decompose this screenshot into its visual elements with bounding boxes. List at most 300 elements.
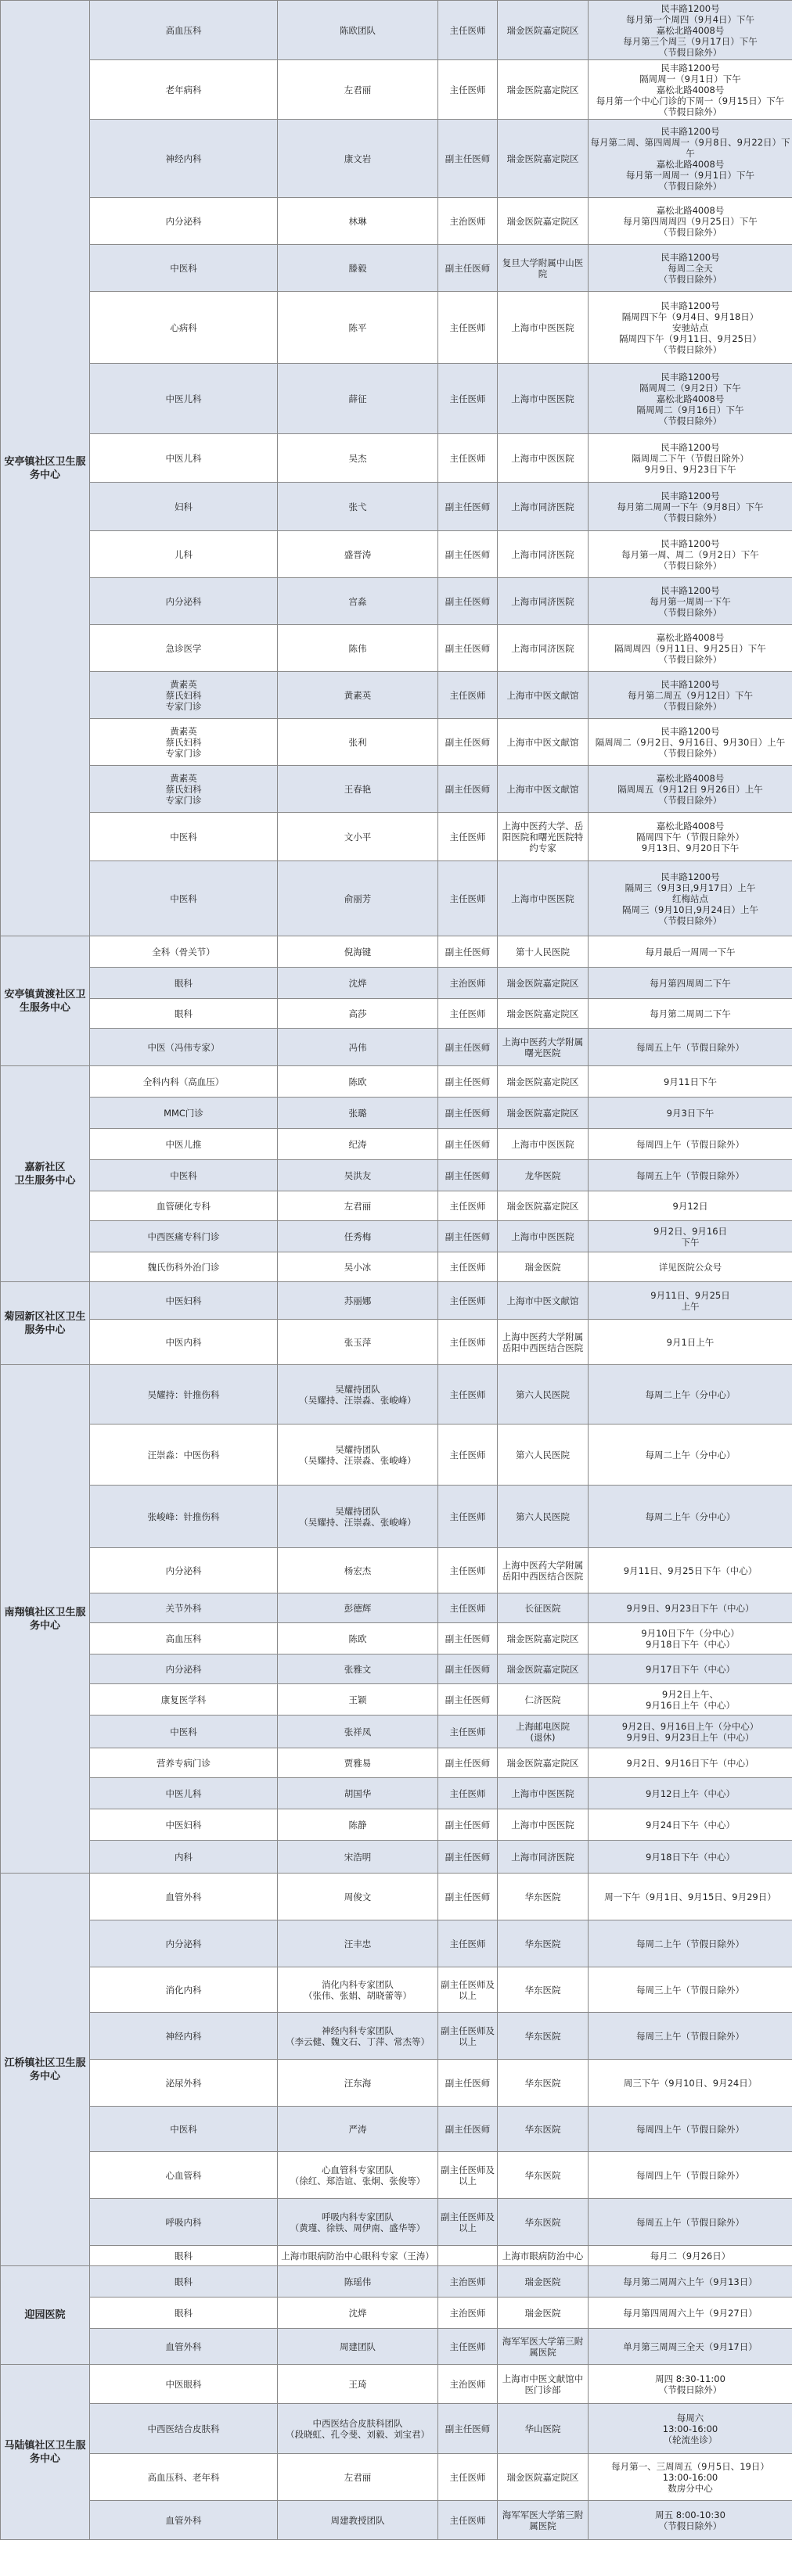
department-cell: 中医妇科 (90, 1282, 278, 1320)
hospital-cell: 瑞金医院嘉定院区 (498, 2454, 589, 2501)
doctor-cell: 神经内科专家团队 （李云健、魏文石、丁萍、常杰等） (278, 2013, 438, 2060)
department-cell: 汪崇淼：中医伤科 (90, 1425, 278, 1486)
hospital-cell: 华东医院 (498, 2107, 589, 2152)
table-row (1, 1252, 792, 1282)
department-cell: 黄素英 蔡氏妇科 专家门诊 (90, 672, 278, 719)
doctor-cell: 吴耀持团队 （吴耀持、汪崇淼、张峻峰） (278, 1365, 438, 1425)
schedule-cell: 9月18日下午（中心） (589, 1841, 792, 1874)
title-cell: 副主任医师 (438, 1221, 498, 1252)
hospital-cell: 上海市中医文献馆 (498, 719, 589, 766)
table-row (1, 2298, 792, 2329)
department-cell: 内科 (90, 1841, 278, 1874)
department-cell: 血管外科 (90, 1874, 278, 1920)
department-cell: 心病科 (90, 292, 278, 364)
department-cell: 神经内科 (90, 2013, 278, 2060)
title-cell: 副主任医师 (438, 1654, 498, 1684)
department-cell: 内分泌科 (90, 578, 278, 625)
hospital-cell: 上海市中医医院 (498, 434, 589, 483)
title-cell: 主任医师 (438, 292, 498, 364)
institution-name: 嘉新社区 卫生服务中心 (1, 1066, 90, 1282)
title-cell: 主治医师 (438, 2266, 498, 2298)
table-row (1, 1486, 792, 1548)
table-row (1, 1654, 792, 1684)
hospital-cell: 上海市中医医院 (498, 1809, 589, 1841)
schedule-cell: 周三下午（9月10日、9月24日） (589, 2060, 792, 2107)
doctor-cell: 冯伟 (278, 1029, 438, 1066)
table-row (1, 968, 792, 999)
title-cell: 副主任医师 (438, 245, 498, 292)
doctor-cell: 沈烨 (278, 968, 438, 999)
table-row (1, 1593, 792, 1623)
doctor-cell: 吴耀持团队 （吴耀持、汪崇淼、张峻峰） (278, 1425, 438, 1486)
schedule-cell: 每周四上午（节假日除外） (589, 1129, 792, 1160)
table-row (1, 1716, 792, 1748)
department-cell: 中医眼科 (90, 2365, 278, 2404)
department-cell: 血管外科 (90, 2329, 278, 2365)
schedule-cell: 9月2日、9月16日 下午 (589, 1221, 792, 1252)
title-cell: 副主任医师 (438, 2107, 498, 2152)
hospital-cell: 上海邮电医院 (退休) (498, 1716, 589, 1748)
title-cell: 副主任医师 (438, 1160, 498, 1191)
schedule-cell: 每周二上午（节假日除外） (589, 1920, 792, 1967)
department-cell: 关节外科 (90, 1593, 278, 1623)
department-cell: 妇科 (90, 483, 278, 531)
department-cell: 急诊医学 (90, 625, 278, 672)
title-cell: 主任医师 (438, 1425, 498, 1486)
table-row (1, 719, 792, 766)
schedule-cell: 每周五上午（节假日除外） (589, 1160, 792, 1191)
schedule-cell: 9月2日、9月16日下午（中心） (589, 1748, 792, 1778)
table-row (1, 1191, 792, 1221)
hospital-cell: 上海市眼病防治中心 (498, 2246, 589, 2266)
schedule-cell: 嘉松北路4008号 隔周周五（9月12日 9月26日）上午 （节假日除外） (589, 766, 792, 813)
schedule-cell: 民丰路1200号 隔周三（9月3日,9月17日）上午 红梅站点 隔周三（9月10日,9月24日）上午 （节假日除外） (589, 861, 792, 936)
doctor-cell: 汪东海 (278, 2060, 438, 2107)
doctor-cell: 宋浩明 (278, 1841, 438, 1874)
department-cell: 中医科 (90, 245, 278, 292)
schedule-cell: 9月3日下午 (589, 1098, 792, 1129)
schedule-cell: 每月第二周周六上午（9月13日） (589, 2266, 792, 2298)
schedule-cell: 9月11日下午 (589, 1066, 792, 1098)
table-row (1, 292, 792, 364)
title-cell: 主治医师 (438, 198, 498, 245)
hospital-cell: 龙华医院 (498, 1160, 589, 1191)
department-cell: 中医科 (90, 1716, 278, 1748)
hospital-cell: 上海市中医文献馆 (498, 1282, 589, 1320)
title-cell: 主任医师 (438, 2454, 498, 2501)
title-cell: 副主任医师 (438, 1098, 498, 1129)
department-cell: 高血压科、老年科 (90, 2454, 278, 2501)
hospital-cell: 瑞金医院嘉定院区 (498, 968, 589, 999)
table-row (1, 1221, 792, 1252)
hospital-cell: 上海市中医医院 (498, 292, 589, 364)
title-cell: 副主任医师 (438, 1029, 498, 1066)
table-row (1, 2454, 792, 2501)
doctor-cell: 左君丽 (278, 1191, 438, 1221)
hospital-cell: 上海市中医医院 (498, 1129, 589, 1160)
title-cell: 主任医师 (438, 1365, 498, 1425)
schedule-cell: 每周四上午（节假日除外） (589, 2107, 792, 2152)
table-row (1, 813, 792, 861)
schedule-cell: 每月二（9月26日） (589, 2246, 792, 2266)
hospital-cell: 上海市中医文献馆中医门诊部 (498, 2365, 589, 2404)
table-row (1, 2199, 792, 2246)
doctor-cell: 陈瑶伟 (278, 2266, 438, 2298)
schedule-cell: 每周二上午（分中心） (589, 1425, 792, 1486)
doctor-cell: 周建团队 (278, 2329, 438, 2365)
hospital-cell: 上海市中医医院 (498, 1221, 589, 1252)
hospital-cell: 上海中医药大学附属岳阳中西医结合医院 (498, 1320, 589, 1365)
doctor-cell: 康文岩 (278, 120, 438, 198)
schedule-cell: 民丰路1200号 隔周周二（9月2日）下午 嘉松北路4008号 隔周周二（9月16日）下午 （节假日除外） (589, 364, 792, 434)
table-row (1, 364, 792, 434)
schedule-cell: 周四 8:30-11:00 （节假日除外） (589, 2365, 792, 2404)
hospital-cell: 上海市同济医院 (498, 578, 589, 625)
title-cell: 主任医师 (438, 999, 498, 1029)
schedule-cell: 9月1日上午 (589, 1320, 792, 1365)
table-row (1, 1548, 792, 1593)
department-cell: 张峻峰：针推伤科 (90, 1486, 278, 1548)
schedule-cell: 民丰路1200号 隔周四下午（9月4日、9月18日） 安驰站点 隔周四下午（9月11日、9月25日） （节假日除外） (589, 292, 792, 364)
schedule-cell: 民丰路1200号 每月第一个周四（9月4日）下午 嘉松北路4008号 每月第三个周三（9月17日）下午 （节假日除外） (589, 1, 792, 60)
department-cell: 中西医结合皮肤科 (90, 2404, 278, 2454)
doctor-cell: 张璐 (278, 1098, 438, 1129)
department-cell: 中医科 (90, 813, 278, 861)
title-cell: 副主任医师 (438, 120, 498, 198)
doctor-cell: 盛晋涛 (278, 531, 438, 578)
title-cell: 副主任医师 (438, 2404, 498, 2454)
department-cell: 中医妇科 (90, 1809, 278, 1841)
department-cell: 血管外科 (90, 2501, 278, 2540)
doctor-cell: 纪涛 (278, 1129, 438, 1160)
hospital-cell: 华山医院 (498, 2404, 589, 2454)
title-cell: 主任医师 (438, 2501, 498, 2540)
hospital-cell: 上海市同济医院 (498, 625, 589, 672)
hospital-cell: 华东医院 (498, 1874, 589, 1920)
table-row (1, 1129, 792, 1160)
table-row (1, 936, 792, 968)
doctor-cell: 胡国华 (278, 1778, 438, 1809)
doctor-cell: 高莎 (278, 999, 438, 1029)
title-cell: 主任医师 (438, 1593, 498, 1623)
department-cell: 儿科 (90, 531, 278, 578)
table-row (1, 672, 792, 719)
table-row (1, 1841, 792, 1874)
title-cell: 主任医师 (438, 1778, 498, 1809)
doctor-cell: 中西医结合皮肤科团队 （段晓虹、孔令斐、刘毅、刘宝君） (278, 2404, 438, 2454)
doctor-cell: 俞丽芳 (278, 861, 438, 936)
hospital-cell: 瑞金医院嘉定院区 (498, 1748, 589, 1778)
title-cell: 主任医师 (438, 1548, 498, 1593)
department-cell: 全科内科（高血压） (90, 1066, 278, 1098)
hospital-cell: 瑞金医院嘉定院区 (498, 1, 589, 60)
title-cell: 副主任医师 (438, 1684, 498, 1716)
schedule-cell: 每周六 13:00-16:00 （轮流坐诊） (589, 2404, 792, 2454)
doctor-cell: 吴耀持团队 （吴耀持、汪崇淼、张峻峰） (278, 1486, 438, 1548)
title-cell: 主任医师 (438, 1282, 498, 1320)
table-row (1, 1778, 792, 1809)
schedule-cell: 9月12日上午（中心） (589, 1778, 792, 1809)
table-row (1, 1066, 792, 1098)
hospital-cell: 上海市中医医院 (498, 1778, 589, 1809)
table-row (1, 2060, 792, 2107)
table-row (1, 1684, 792, 1716)
table-row (1, 2501, 792, 2540)
title-cell: 主任医师 (438, 672, 498, 719)
schedule-cell: 每月第四周周六上午（9月27日） (589, 2298, 792, 2329)
schedule-cell: 9月24日下午（中心） (589, 1809, 792, 1841)
department-cell: 中医内科 (90, 1320, 278, 1365)
table-row (1, 1967, 792, 2013)
hospital-cell: 第六人民医院 (498, 1425, 589, 1486)
doctor-cell: 陈平 (278, 292, 438, 364)
department-cell: 中医科 (90, 861, 278, 936)
title-cell: 副主任医师 (438, 1841, 498, 1874)
hospital-cell: 复旦大学附属中山医院 (498, 245, 589, 292)
hospital-cell: 上海中医药大学附属岳阳中西医结合医院 (498, 1548, 589, 1593)
department-cell: 中医科 (90, 2107, 278, 2152)
doctor-cell: 吴洪友 (278, 1160, 438, 1191)
hospital-cell: 瑞金医院嘉定院区 (498, 1066, 589, 1098)
schedule-cell: 每月第四周周二下午 (589, 968, 792, 999)
title-cell: 主任医师 (438, 1191, 498, 1221)
hospital-cell: 第十人民医院 (498, 936, 589, 968)
department-cell: 全科（骨关节） (90, 936, 278, 968)
department-cell: 内分泌科 (90, 198, 278, 245)
title-cell: 副主任医师 (438, 1623, 498, 1654)
hospital-cell: 华东医院 (498, 1920, 589, 1967)
doctor-cell: 消化内科专家团队 （张伟、张娟、胡晓蕾等） (278, 1967, 438, 2013)
department-cell: 中医（冯伟专家） (90, 1029, 278, 1066)
title-cell: 主任医师 (438, 1252, 498, 1282)
doctor-cell: 陈欧 (278, 1623, 438, 1654)
title-cell: 副主任医师及以上 (438, 2152, 498, 2199)
doctor-cell: 杨宏杰 (278, 1548, 438, 1593)
table-row (1, 1365, 792, 1425)
doctor-cell: 黄素英 (278, 672, 438, 719)
schedule-cell: 9月10日下午（分中心） 9月18日下午（中心） (589, 1623, 792, 1654)
title-cell: 主任医师 (438, 1920, 498, 1967)
schedule-cell: 民丰路1200号 每周二全天 （节假日除外） (589, 245, 792, 292)
title-cell: 副主任医师及以上 (438, 1967, 498, 2013)
table-row (1, 1809, 792, 1841)
doctor-cell: 陈伟 (278, 625, 438, 672)
doctor-cell: 张雅文 (278, 1654, 438, 1684)
table-row (1, 625, 792, 672)
hospital-cell: 上海市中医文献馆 (498, 766, 589, 813)
schedule-cell: 每月第二周周二下午 (589, 999, 792, 1029)
hospital-cell: 华东医院 (498, 2060, 589, 2107)
schedule-cell: 民丰路1200号 隔周周二（9月2日、9月16日、9月30日）上午 （节假日除外） (589, 719, 792, 766)
institution-name: 菊园新区社区卫生服务中心 (1, 1282, 90, 1365)
department-cell: 眼科 (90, 2298, 278, 2329)
table-row (1, 483, 792, 531)
title-cell: 副主任医师 (438, 578, 498, 625)
title-cell: 副主任医师 (438, 531, 498, 578)
title-cell: 副主任医师 (438, 2060, 498, 2107)
hospital-cell: 瑞金医院嘉定院区 (498, 1654, 589, 1684)
department-cell: 心血管科 (90, 2152, 278, 2199)
hospital-cell: 上海市同济医院 (498, 531, 589, 578)
doctor-cell: 张玉萍 (278, 1320, 438, 1365)
title-cell: 主治医师 (438, 2298, 498, 2329)
title-cell: 副主任医师及以上 (438, 2013, 498, 2060)
hospital-cell: 瑞金医院嘉定院区 (498, 60, 589, 120)
schedule-cell: 嘉松北路4008号 隔周周四（9月11日、9月25日）下午 （节假日除外） (589, 625, 792, 672)
schedule-cell: 民丰路1200号 每月第二周五（9月12日）下午 （节假日除外） (589, 672, 792, 719)
department-cell: 呼吸内科 (90, 2199, 278, 2246)
title-cell: 主任医师 (438, 434, 498, 483)
department-cell: 眼科 (90, 968, 278, 999)
department-cell: 中医儿科 (90, 434, 278, 483)
doctor-cell: 滕毅 (278, 245, 438, 292)
hospital-cell: 瑞金医院 (498, 2298, 589, 2329)
doctor-cell: 张祥凤 (278, 1716, 438, 1748)
institution-name: 安亭镇社区卫生服务中心 (1, 1, 90, 936)
hospital-cell: 上海市同济医院 (498, 1841, 589, 1874)
department-cell: 眼科 (90, 2246, 278, 2266)
title-cell: 副主任医师 (438, 625, 498, 672)
hospital-cell: 瑞金医院嘉定院区 (498, 1191, 589, 1221)
schedule-cell: 9月11日、9月25日下午（中心） (589, 1548, 792, 1593)
department-cell: 营养专病门诊 (90, 1748, 278, 1778)
doctor-cell: 宫淼 (278, 578, 438, 625)
title-cell: 主任医师 (438, 1, 498, 60)
title-cell: 副主任医师 (438, 483, 498, 531)
table-row (1, 531, 792, 578)
hospital-cell: 华东医院 (498, 1967, 589, 2013)
schedule-cell: 嘉松北路4008号 每月第四周周四（9月25日）下午 （节假日除外） (589, 198, 792, 245)
table-row (1, 1920, 792, 1967)
doctor-cell: 心血管科专家团队 （徐红、郑浩谊、张炯、张俊等） (278, 2152, 438, 2199)
schedule-cell: 每周二上午（分中心） (589, 1486, 792, 1548)
table-row (1, 434, 792, 483)
hospital-cell: 瑞金医院嘉定院区 (498, 198, 589, 245)
doctor-cell: 周俊文 (278, 1874, 438, 1920)
schedule-cell: 民丰路1200号 每月第二周周一下午（9月8日）下午 （节假日除外） (589, 483, 792, 531)
schedule-cell: 民丰路1200号 隔周周一（9月1日）下午 嘉松北路4008号 每月第一个中心门诊的下周一（9月15日）下午 （节假日除外） (589, 60, 792, 120)
table-row (1, 1098, 792, 1129)
title-cell: 副主任医师 (438, 1874, 498, 1920)
table-row (1, 2365, 792, 2404)
table-row (1, 2013, 792, 2060)
table-row (1, 1748, 792, 1778)
doctor-cell: 彭德辉 (278, 1593, 438, 1623)
doctor-cell: 陈欧团队 (278, 1, 438, 60)
hospital-cell: 海军军医大学第三附属医院 (498, 2501, 589, 2540)
doctor-cell: 吴杰 (278, 434, 438, 483)
title-cell: 主任医师 (438, 1320, 498, 1365)
title-cell: 主任医师 (438, 1716, 498, 1748)
doctor-cell: 严涛 (278, 2107, 438, 2152)
table-row (1, 1425, 792, 1486)
title-cell: 主治医师 (438, 2365, 498, 2404)
institution-name: 南翔镇社区卫生服务中心 (1, 1365, 90, 1874)
doctor-cell: 沈烨 (278, 2298, 438, 2329)
hospital-cell: 长征医院 (498, 1593, 589, 1623)
table-row (1, 1874, 792, 1920)
hospital-cell: 瑞金医院嘉定院区 (498, 1098, 589, 1129)
department-cell: 中医儿科 (90, 1778, 278, 1809)
doctor-cell: 贾雅易 (278, 1748, 438, 1778)
department-cell: 康复医学科 (90, 1684, 278, 1716)
department-cell: 中医儿科 (90, 364, 278, 434)
hospital-cell: 第六人民医院 (498, 1486, 589, 1548)
department-cell: MMC门诊 (90, 1098, 278, 1129)
department-cell: 内分泌科 (90, 1548, 278, 1593)
institution-name: 安亭镇黄渡社区卫生服务中心 (1, 936, 90, 1066)
department-cell: 血管硬化专科 (90, 1191, 278, 1221)
title-cell: 主任医师 (438, 1486, 498, 1548)
department-cell: 神经内科 (90, 120, 278, 198)
doctor-cell: 王春艳 (278, 766, 438, 813)
title-cell: 主任医师 (438, 861, 498, 936)
title-cell: 主任医师 (438, 813, 498, 861)
department-cell: 高血压科 (90, 1, 278, 60)
schedule-cell: 民丰路1200号 每月第一周、周二（9月2日）下午 （节假日除外） (589, 531, 792, 578)
hospital-cell: 华东医院 (498, 2013, 589, 2060)
schedule-cell: 9月2日、9月16日上午（分中心） 9月9日、9月23日上午（中心） (589, 1716, 792, 1748)
table-row (1, 578, 792, 625)
doctor-cell: 倪海键 (278, 936, 438, 968)
department-cell: 中医科 (90, 1160, 278, 1191)
doctor-cell: 陈欧 (278, 1066, 438, 1098)
table-row (1, 1, 792, 60)
table-row (1, 120, 792, 198)
institution-name: 马陆镇社区卫生服务中心 (1, 2365, 90, 2540)
doctor-cell: 左君丽 (278, 2454, 438, 2501)
doctor-cell: 呼吸内科专家团队 （黄瑾、徐铁、周伊南、盛华等） (278, 2199, 438, 2246)
department-cell: 吴耀持：针推伤科 (90, 1365, 278, 1425)
doctor-cell: 上海市眼病防治中心眼科专家（王涛） (278, 2246, 438, 2266)
hospital-cell: 上海市中医文献馆 (498, 672, 589, 719)
department-cell: 中西医痛专科门诊 (90, 1221, 278, 1252)
institution-name: 江桥镇社区卫生服务中心 (1, 1874, 90, 2266)
title-cell: 主任医师 (438, 2329, 498, 2365)
doctor-cell: 文小平 (278, 813, 438, 861)
department-cell: 黄素英 蔡氏妇科 专家门诊 (90, 766, 278, 813)
department-cell: 内分泌科 (90, 1920, 278, 1967)
hospital-cell: 第六人民医院 (498, 1365, 589, 1425)
title-cell: 副主任医师 (438, 1809, 498, 1841)
hospital-cell: 上海市中医医院 (498, 364, 589, 434)
department-cell: 魏氏伤科外治门诊 (90, 1252, 278, 1282)
doctor-cell: 薛征 (278, 364, 438, 434)
department-cell: 泌尿外科 (90, 2060, 278, 2107)
hospital-cell: 瑞金医院嘉定院区 (498, 1623, 589, 1654)
schedule-cell: 每周五上午（节假日除外） (589, 2199, 792, 2246)
table-row (1, 999, 792, 1029)
table-row (1, 245, 792, 292)
table-row (1, 1029, 792, 1066)
department-cell: 老年病科 (90, 60, 278, 120)
schedule-cell: 嘉松北路4008号 隔周四下午（节假日除外） 9月13日、9月20日下午 (589, 813, 792, 861)
hospital-cell: 瑞金医院嘉定院区 (498, 120, 589, 198)
schedule-cell: 9月17日下午（中心） (589, 1654, 792, 1684)
title-cell: 主任医师 (438, 364, 498, 434)
doctor-cell: 王琦 (278, 2365, 438, 2404)
schedule-cell: 民丰路1200号 隔周周二下午（节假日除外） 9月9日、9月23日下午 (589, 434, 792, 483)
table-row (1, 1320, 792, 1365)
schedule-cell: 每周三上午（节假日除外） (589, 1967, 792, 2013)
table-row (1, 2404, 792, 2454)
hospital-cell: 上海市中医医院 (498, 861, 589, 936)
hospital-cell: 瑞金医院嘉定院区 (498, 999, 589, 1029)
doctor-cell: 林琳 (278, 198, 438, 245)
hospital-cell: 上海中医药大学、岳阳医院和曙光医院特约专家 (498, 813, 589, 861)
doctor-cell: 陈静 (278, 1809, 438, 1841)
title-cell: 副主任医师 (438, 1066, 498, 1098)
